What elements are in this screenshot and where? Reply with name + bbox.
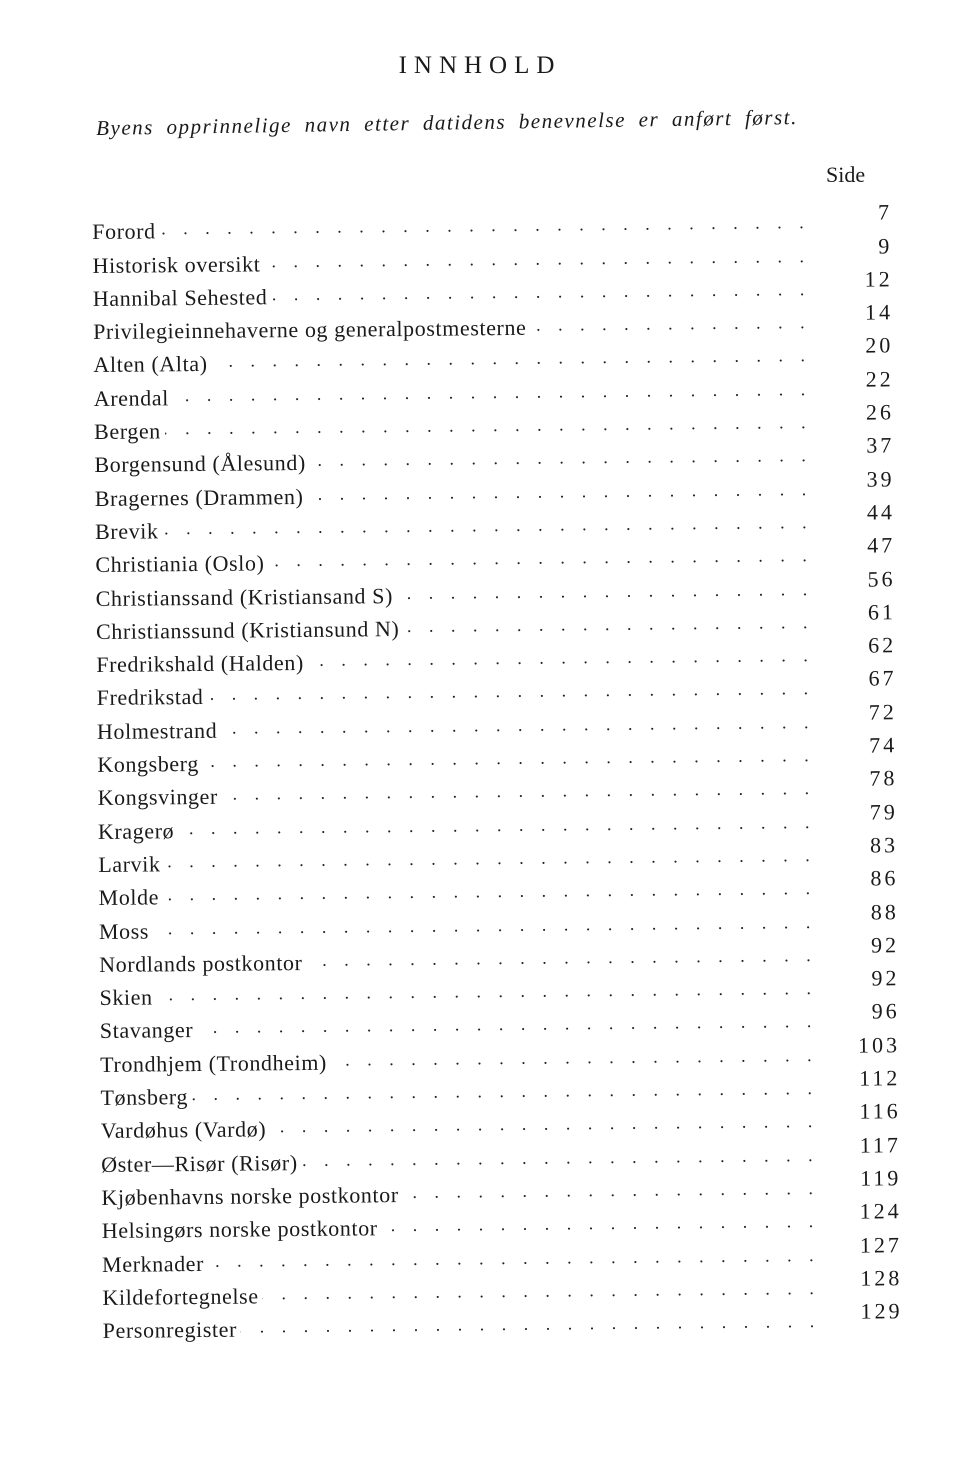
toc-entry-title: Bragernes (Drammen)	[95, 484, 308, 512]
dot-leader	[211, 346, 811, 376]
toc-entry-page-number: 79	[869, 798, 898, 825]
toc-entry-page-number: 86	[870, 865, 899, 891]
toc-entry-page-number: 7	[877, 199, 893, 225]
toc-entry-title: Personregister	[103, 1317, 242, 1344]
toc-entry-title: Larvik	[98, 851, 164, 878]
toc-entry-title: Privilegieinnehaverne og generalpostmesterne	[93, 315, 530, 345]
toc-entry-title: Christianssund (Kristiansund N)	[96, 616, 404, 645]
dot-leader	[241, 1311, 821, 1341]
dot-leader	[403, 612, 814, 640]
dot-leader	[164, 845, 816, 875]
dot-leader	[160, 212, 811, 242]
toc-entry-title: Historisk oversikt	[92, 251, 264, 279]
toc-entry-page-number: 124	[859, 1198, 902, 1224]
dot-leader	[268, 545, 813, 574]
dot-leader	[307, 479, 813, 508]
toc-entry-title: Alten (Alta)	[93, 351, 211, 378]
toc-entry-page-number: 103	[857, 1032, 901, 1058]
toc-entry-title: Christiania (Oslo)	[95, 551, 268, 579]
toc-entry-page-number: 78	[869, 765, 898, 791]
toc-entry-title: Fredrikshald (Halden)	[96, 650, 308, 678]
toc-entry-title: Arendal	[94, 385, 173, 412]
dot-leader	[310, 445, 813, 474]
toc-entry-page-number: 56	[867, 565, 896, 592]
toc-entry-page-number: 119	[860, 1165, 902, 1191]
toc-entry-title: Hannibal Sehested	[93, 284, 272, 312]
toc-entry-title: Nordlands postkontor	[99, 950, 307, 978]
toc-entry	[102, 1298, 903, 1344]
toc-entry-page-number: 37	[866, 432, 895, 458]
dot-leader	[162, 512, 813, 542]
toc-entry-title: Øster—Risør (Risør)	[101, 1150, 302, 1178]
dot-leader	[192, 1078, 819, 1108]
toc-entry-title: Christianssand (Kristiansand S)	[96, 583, 397, 612]
toc-entry-page-number: 116	[859, 1098, 901, 1124]
table-of-contents	[92, 199, 903, 1344]
toc-entry-title: Merknader	[102, 1250, 208, 1277]
dot-leader	[173, 379, 812, 409]
dot-leader	[271, 279, 811, 308]
toc-entry-title: Stavanger	[100, 1017, 198, 1044]
dot-leader	[197, 1011, 818, 1041]
dot-leader	[222, 778, 816, 808]
dot-leader	[264, 246, 810, 275]
dot-leader	[221, 712, 815, 742]
dot-leader	[308, 645, 815, 674]
toc-entry-title: Helsingørs norske postkontor	[102, 1215, 382, 1244]
toc-entry-page-number: 128	[860, 1265, 903, 1291]
toc-entry-title: Forord	[92, 219, 160, 246]
toc-entry-page-number: 96	[871, 998, 900, 1024]
toc-entry-page-number: 39	[866, 465, 895, 492]
toc-entry-title: Kongsberg	[97, 751, 203, 778]
dot-leader	[302, 1145, 820, 1174]
toc-entry-page-number: 26	[865, 399, 895, 425]
toc-entry-page-number: 9	[878, 232, 893, 259]
dot-leader	[178, 812, 816, 842]
toc-entry-page-number: 92	[870, 932, 900, 958]
toc-entry-page-number: 22	[865, 366, 894, 392]
toc-entry-title: Trondhjem (Trondheim)	[100, 1049, 331, 1077]
toc-entry-page-number: 44	[866, 499, 896, 525]
toc-entry-page-number: 14	[864, 299, 894, 325]
dot-leader	[306, 945, 817, 974]
toc-entry-title: Kjøbenhavns norske postkontor	[101, 1182, 403, 1211]
toc-entry-page-number: 88	[870, 898, 899, 925]
toc-entry-page-number: 12	[864, 266, 893, 292]
dot-leader	[530, 312, 811, 339]
toc-entry-title: Fredrikstad	[97, 684, 208, 711]
dot-leader	[397, 579, 814, 607]
toc-entry-page-number: 61	[867, 599, 896, 625]
dot-leader	[157, 978, 818, 1008]
dot-leader	[331, 1045, 818, 1074]
toc-entry-title: Brevik	[95, 518, 163, 545]
dot-leader	[207, 679, 814, 709]
toc-entry-title: Bergen	[94, 418, 165, 445]
toc-entry-title: Skien	[99, 985, 156, 1012]
toc-entry-page-number: 129	[860, 1298, 903, 1324]
dot-leader	[263, 1278, 821, 1307]
toc-entry-page-number: 117	[859, 1131, 902, 1158]
toc-entry-page-number: 62	[868, 632, 897, 658]
toc-entry-title: Tønsberg	[100, 1084, 192, 1111]
toc-entry-title: Molde	[98, 885, 163, 912]
toc-entry-page-number: 92	[871, 965, 900, 991]
toc-entry-page-number: 112	[859, 1065, 901, 1091]
page-column-header: Side	[826, 162, 866, 187]
dot-leader	[163, 878, 817, 908]
toc-entry-title: Holmestrand	[97, 718, 221, 745]
toc-entry-title: Vardøhus (Vardø)	[101, 1117, 271, 1145]
dot-leader	[208, 1245, 820, 1275]
dot-leader	[403, 1178, 820, 1206]
toc-entry-page-number: 127	[859, 1231, 903, 1258]
toc-entry-page-number: 74	[869, 732, 898, 758]
toc-entry-page-number: 72	[868, 699, 897, 725]
dot-leader	[165, 412, 812, 442]
toc-entry-title: Kongsvinger	[98, 784, 223, 811]
dot-leader	[382, 1211, 820, 1239]
toc-entry-page-number: 20	[865, 332, 894, 359]
toc-entry-page-number: 83	[869, 832, 899, 858]
dot-leader	[203, 745, 816, 775]
toc-entry-page-number: 67	[868, 665, 897, 692]
dot-leader	[153, 912, 817, 942]
toc-entry-title: Borgensund (Ålesund)	[94, 450, 310, 478]
toc-entry-page-number: 47	[867, 532, 896, 558]
toc-entry-title: Kildefortegnelse	[102, 1283, 262, 1311]
page-title: INNHOLD	[398, 52, 562, 79]
dot-leader	[270, 1111, 819, 1140]
toc-entry-title: Moss	[99, 918, 153, 945]
subtitle-note: Byens opprinnelige navn etter datidens benevnelse er anført først.	[96, 104, 798, 140]
toc-entry-title: Kragerø	[98, 818, 179, 845]
